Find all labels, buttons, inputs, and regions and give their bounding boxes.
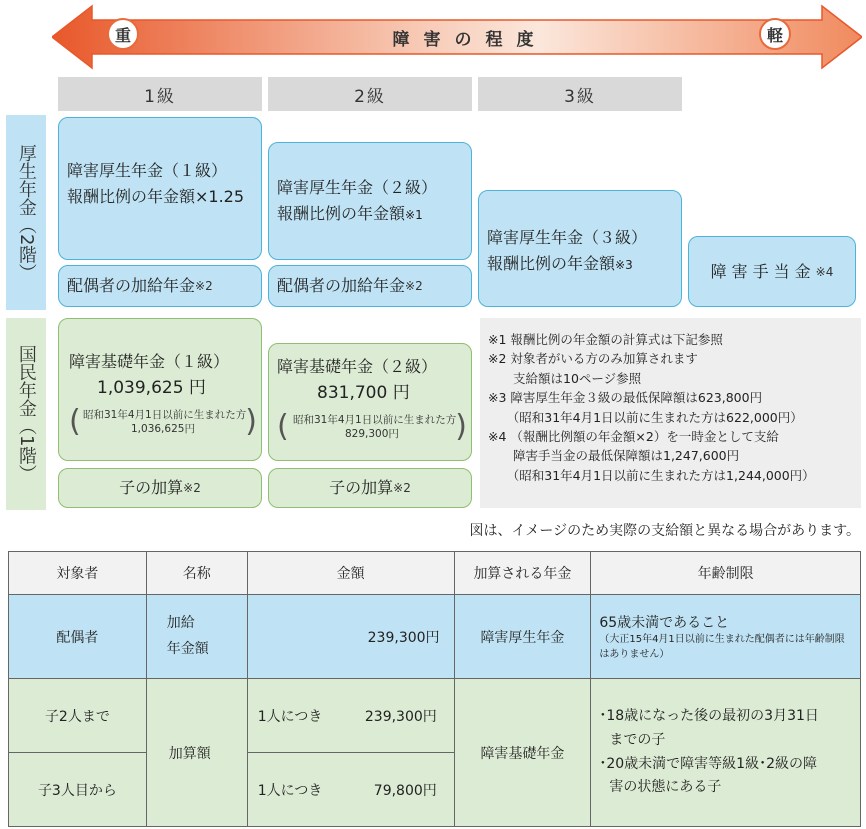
child-name: 加算額 xyxy=(146,679,247,827)
tier1-g2-paren2: 829,300円 xyxy=(345,428,399,441)
light-icon: 軽 xyxy=(759,18,791,50)
child-age-1: ･18歳になった後の最初の3月31日 xyxy=(599,707,819,724)
spouse-note-g2: ※2 xyxy=(405,279,423,293)
note-2b: 支給額は10ページ参照 xyxy=(488,370,642,386)
note-4c: （昭和31年4月1日以前に生まれた方は1,244,000円） xyxy=(488,467,815,483)
tier2-g2-title: 障害厚生年金（２級） xyxy=(277,178,438,197)
child-pension: 障害基礎年金 xyxy=(454,679,591,827)
tier1-g2-amount: 831,700 円 xyxy=(317,382,410,403)
note-1: ※1 報酬比例の年金額の計算式は下記参照 xyxy=(488,332,723,347)
child-amount-1-value: 239,300円 xyxy=(364,708,437,725)
child-target-2: 子3人目から xyxy=(9,753,147,827)
child-amount-1 xyxy=(247,679,454,753)
child-per-2: 1人につき xyxy=(257,782,323,799)
tier2-grade3-box xyxy=(478,190,682,307)
severity-title: 障害の程度 xyxy=(392,30,548,50)
tier1-band xyxy=(6,318,46,510)
paren-open-icon: ( xyxy=(69,403,81,439)
note-3b: （昭和31年4月1日以前に生まれた方は622,000円） xyxy=(488,409,803,425)
tier2-grade2-box xyxy=(268,142,472,260)
col-header-amount: 金額 xyxy=(247,552,454,595)
paren-close-icon: ) xyxy=(245,403,257,439)
tier2-g3-title: 障害厚生年金（３級） xyxy=(487,228,648,247)
child-label-g2: 子の加算 xyxy=(329,478,394,498)
spouse-box-g1 xyxy=(58,265,262,307)
paren-close-icon: ) xyxy=(455,408,467,444)
spouse-age xyxy=(591,595,861,679)
col-header-age: 年齢制限 xyxy=(591,552,861,595)
tier2-g2-note: ※1 xyxy=(405,207,423,222)
spouse-name-1: 加給 xyxy=(166,615,195,632)
tier1-g1-title: 障害基礎年金（１級） xyxy=(69,352,230,371)
note-4: ※4 （報酬比例額の年金額×2）を一時金として支給 xyxy=(488,428,779,444)
table-header-row xyxy=(9,552,861,595)
note-4b: 障害手当金の最低保障額は1,247,600円 xyxy=(488,448,740,464)
tier1-g1-paren1: 昭和31年4月1日以前に生まれた方 xyxy=(83,408,247,421)
addition-table xyxy=(8,551,861,827)
spouse-name xyxy=(146,595,247,679)
severe-icon: 重 xyxy=(107,18,139,50)
spouse-age-1: 65歳未満であること xyxy=(599,614,730,631)
disclaimer: 図は、イメージのため実際の支給額と異なる場合があります。 xyxy=(469,523,860,539)
spouse-note-g1: ※2 xyxy=(195,279,213,293)
allowance-note: ※4 xyxy=(815,264,834,279)
note-2: ※2 対象者がいる方のみ加算されます xyxy=(488,351,698,367)
grade-3-header: 3級 xyxy=(478,77,682,111)
tier1-grade1-box xyxy=(58,318,262,461)
tier1-g2-paren1: 昭和31年4月1日以前に生まれた方 xyxy=(293,413,457,426)
allowance-label: 障害手当金 xyxy=(710,261,816,281)
col-header-pension: 加算される年金 xyxy=(454,552,591,595)
spouse-label-g1: 配偶者の加給年金 xyxy=(67,276,196,296)
table-row xyxy=(9,679,861,753)
child-age-2b: 害の状態にある子 xyxy=(609,779,722,796)
grade-1-header: 1級 xyxy=(58,77,262,111)
tier1-g1-paren2: 1,036,625円 xyxy=(131,423,195,436)
spouse-amount: 239,300円 xyxy=(247,595,454,679)
child-box-g1 xyxy=(58,468,262,508)
tier1-grade2-box xyxy=(268,343,472,461)
grade-2-header: 2級 xyxy=(268,77,472,111)
child-age xyxy=(591,679,861,827)
spouse-pension: 障害厚生年金 xyxy=(454,595,591,679)
child-age-2: ･20歳未満で障害等級1級･2級の障 xyxy=(599,755,817,772)
child-label-g1: 子の加算 xyxy=(119,478,184,498)
col-header-target: 対象者 xyxy=(9,552,147,595)
tier1-g2-title: 障害基礎年金（２級） xyxy=(277,357,438,376)
child-amount-2 xyxy=(247,753,454,827)
child-age-1b: までの子 xyxy=(609,731,666,748)
note-3: ※3 障害厚生年金３級の最低保障額は623,800円 xyxy=(488,390,763,406)
spouse-name-2: 年金額 xyxy=(166,640,209,657)
child-note-g1: ※2 xyxy=(183,481,201,495)
child-box-g2 xyxy=(268,468,472,508)
spouse-age-2: （大正15年4月1日以前に生まれた配偶者には年齢制限はありません） xyxy=(599,633,845,660)
tier1-label: 国民年金（1階） xyxy=(15,345,37,483)
child-amount-2-value: 79,800円 xyxy=(373,782,437,799)
tier1-g1-amount: 1,039,625 円 xyxy=(97,377,206,398)
child-per-1: 1人につき xyxy=(257,708,323,725)
tier2-g1-title: 障害厚生年金（１級） xyxy=(67,161,228,180)
allowance-box xyxy=(688,236,856,307)
spouse-target: 配偶者 xyxy=(9,595,147,679)
notes-box xyxy=(480,318,861,508)
paren-open-icon: ( xyxy=(277,408,289,444)
child-note-g2: ※2 xyxy=(393,481,411,495)
tier2-grade1-box xyxy=(58,117,262,260)
col-header-name: 名称 xyxy=(146,552,247,595)
tier2-g3-amount: 報酬比例の年金額 xyxy=(487,253,616,273)
spouse-box-g2 xyxy=(268,265,472,307)
tier2-g1-amount: 報酬比例の年金額×1.25 xyxy=(67,186,245,206)
tier2-g2-amount: 報酬比例の年金額 xyxy=(277,203,406,223)
table-row xyxy=(9,595,861,679)
spouse-label-g2: 配偶者の加給年金 xyxy=(277,276,406,296)
child-target-1: 子2人まで xyxy=(9,679,147,753)
tier2-band xyxy=(6,115,46,310)
tier2-label: 厚生年金（2階） xyxy=(15,143,37,282)
tier2-g3-note: ※3 xyxy=(615,257,633,272)
